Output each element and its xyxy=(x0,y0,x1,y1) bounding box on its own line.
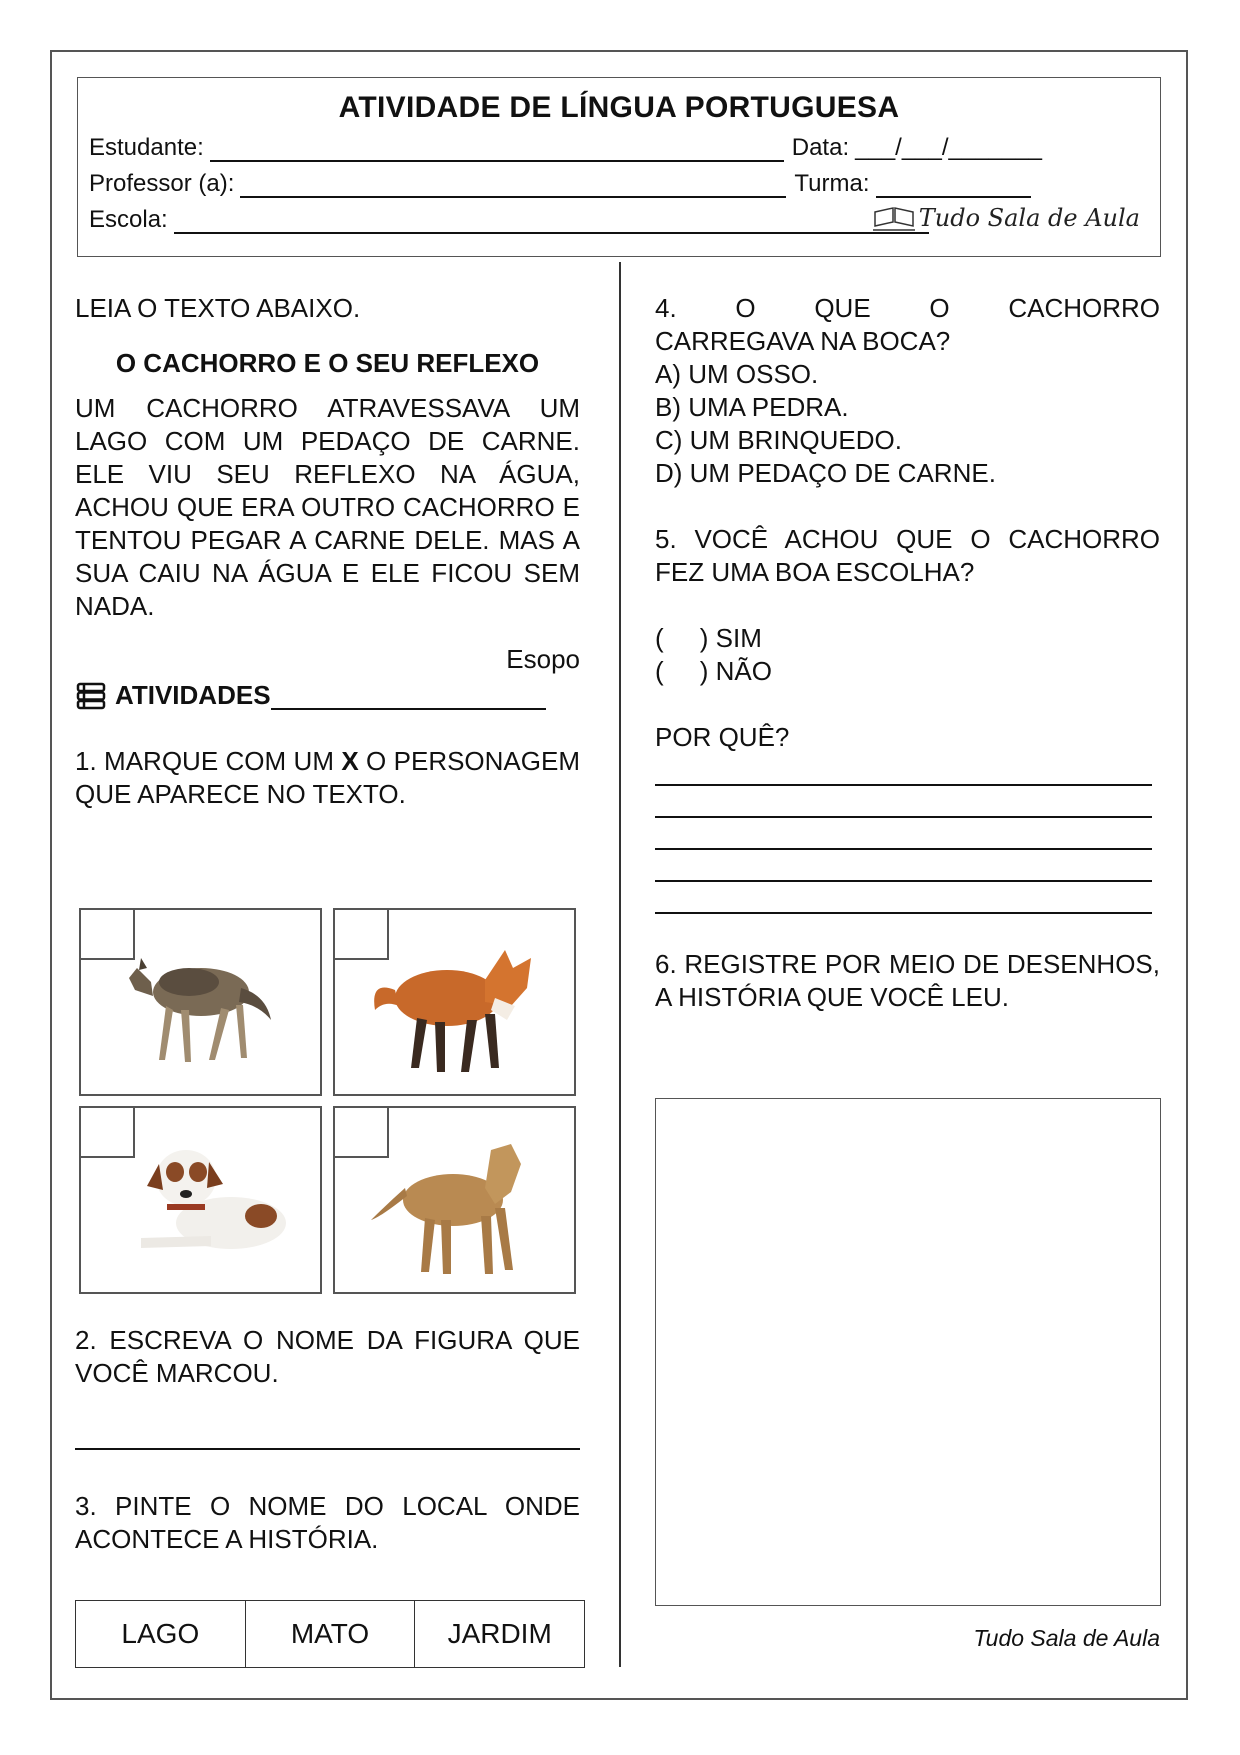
student-field[interactable] xyxy=(210,136,784,162)
question-2: 2. ESCREVA O NOME DA FIGURA QUE VOCÊ MARCOU. xyxy=(75,1325,580,1388)
checkbox-fox[interactable] xyxy=(335,910,389,960)
story-author: Esopo xyxy=(506,644,580,674)
logo-text: Tudo Sala de Aula xyxy=(918,204,1140,232)
why-label: POR QUÊ? xyxy=(655,722,790,752)
q4-option-d[interactable]: D) UM PEDAÇO DE CARNE. xyxy=(655,458,996,488)
teacher-field[interactable] xyxy=(240,172,786,198)
q5-option-yes[interactable]: ( ) SIM xyxy=(655,623,762,653)
animal-image-grid xyxy=(79,908,576,1294)
class-label: Turma: xyxy=(794,170,870,197)
worksheet-title: ATIVIDADE DE LÍNGUA PORTUGUESA xyxy=(338,91,900,124)
q5-option-no[interactable]: ( ) NÃO xyxy=(655,656,772,686)
question-5: 5. VOCÊ ACHOU QUE O CACHORRO FEZ UMA BOA ESCOLHA? xyxy=(655,524,1160,587)
activities-title: ATIVIDADES xyxy=(115,680,271,710)
why-answer-line-1[interactable] xyxy=(655,754,1152,786)
checkbox-lioness[interactable] xyxy=(335,1108,389,1158)
student-label: Estudante: xyxy=(89,134,204,161)
book-icon xyxy=(873,204,915,232)
left-column xyxy=(75,292,580,811)
question-1 xyxy=(75,745,580,811)
place-jardim[interactable]: JARDIM xyxy=(447,1618,552,1649)
story-title: O CACHORRO E O SEU REFLEXO xyxy=(115,348,540,378)
header-box xyxy=(77,77,1161,257)
question-4-line2: CARREGAVA NA BOCA? xyxy=(655,326,951,356)
drawing-box[interactable] xyxy=(655,1098,1161,1606)
q4-option-a[interactable]: A) UM OSSO. xyxy=(655,359,819,389)
books-icon xyxy=(75,681,107,711)
question-6: 6. REGISTRE POR MEIO DE DESENHOS, A HISTÓRIA QUE VOCÊ LEU. xyxy=(655,949,1160,1012)
why-answer-line-4[interactable] xyxy=(655,850,1152,882)
student-row xyxy=(89,134,1042,162)
why-answer-line-5[interactable] xyxy=(655,882,1152,914)
right-column xyxy=(655,292,1160,1014)
question-1-x: X xyxy=(341,746,359,776)
place-mato[interactable]: MATO xyxy=(246,1601,416,1667)
teacher-label: Professor (a): xyxy=(89,170,235,197)
image-option-fox[interactable] xyxy=(333,908,576,1096)
question-1-part-b: O PERSONAGEM QUE APARECE NO TEXTO. xyxy=(75,746,580,809)
logo xyxy=(873,204,1140,232)
image-option-lioness[interactable] xyxy=(333,1106,576,1294)
checkbox-coyote[interactable] xyxy=(81,910,135,960)
footer-credit: Tudo Sala de Aula xyxy=(973,1625,1160,1651)
checkbox-dog[interactable] xyxy=(81,1108,135,1158)
image-option-coyote[interactable] xyxy=(79,908,322,1096)
school-field[interactable] xyxy=(174,208,929,234)
place-lago[interactable]: LAGO xyxy=(76,1601,246,1667)
date-field[interactable]: ___/___/_______ xyxy=(855,134,1042,161)
story-text: UM CACHORRO ATRAVESSAVA UM LAGO COM UM PEDAÇO DE CARNE. ELE VIU SEU REFLEXO NA ÁGUA, ACHOU QUE ERA OUTRO CACHORRO E TENTOU PEGAR A CARNE DELE. MAS A SUA CAIU NA ÁGUA E ELE FICOU SEM NADA. xyxy=(75,393,580,621)
why-answer-line-3[interactable] xyxy=(655,818,1152,850)
school-label: Escola: xyxy=(89,206,168,233)
question-3-block xyxy=(75,1490,580,1556)
date-label: Data: xyxy=(791,134,850,161)
activities-heading xyxy=(75,679,580,712)
class-field[interactable] xyxy=(876,172,1031,198)
activities-underline xyxy=(271,682,546,710)
teacher-row xyxy=(89,170,1031,198)
question-3: 3. PINTE O NOME DO LOCAL ONDE ACONTECE A HISTÓRIA. xyxy=(75,1491,580,1554)
q4-option-b[interactable]: B) UMA PEDRA. xyxy=(655,392,849,422)
why-answer-line-2[interactable] xyxy=(655,786,1152,818)
question-2-block xyxy=(75,1324,580,1450)
read-instruction: LEIA O TEXTO ABAIXO. xyxy=(75,293,361,323)
question-1-part-a: 1. MARQUE COM UM xyxy=(75,746,342,776)
q4-option-c[interactable]: C) UM BRINQUEDO. xyxy=(655,425,902,455)
column-divider xyxy=(619,262,621,1667)
question-2-answer-line[interactable] xyxy=(75,1418,580,1450)
places-table xyxy=(75,1600,585,1668)
school-row xyxy=(89,206,929,234)
question-4-line1: 4. O QUE O CACHORRO xyxy=(655,293,1160,323)
image-option-dog[interactable] xyxy=(79,1106,322,1294)
